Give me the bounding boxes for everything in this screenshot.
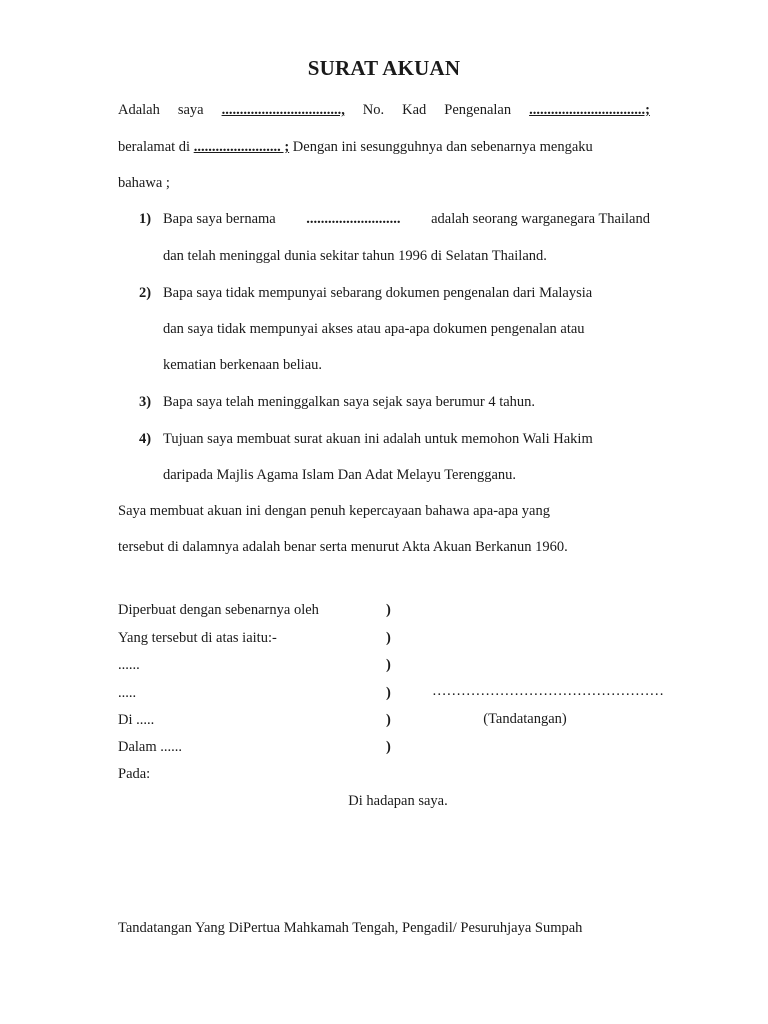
before-me-text: Di hadapan saya.	[348, 793, 448, 809]
document-title: SURAT AKUAN	[307, 56, 461, 80]
intro-line-3: bahawa ;	[118, 175, 170, 191]
intro-word: Pengenalan	[444, 102, 512, 118]
declaration-row: Yang tersebut di atas iaitu:-	[118, 630, 277, 646]
declaration-bracket: )	[386, 602, 391, 618]
declaration-bracket: )	[386, 630, 391, 646]
declaration-row: Di .....	[118, 712, 155, 728]
declaration-bracket: )	[386, 685, 391, 701]
item-2-line-2: dan saya tidak mempunyai akses atau apa-apa dokumen pengenalan atau	[163, 321, 585, 337]
declaration-row: ......	[118, 657, 140, 673]
item-2-line-3: kematian berkenaan beliau.	[163, 357, 323, 373]
item-4-line-2: daripada Majlis Agama Islam Dan Adat Melayu Terengganu.	[163, 467, 517, 483]
item-text: adalah seorang warganegara Thailand	[431, 211, 650, 227]
ic-number-blank: ................................;	[529, 102, 650, 118]
item-3-line-1: Bapa saya telah meninggalkan saya sejak saya berumur 4 tahun.	[163, 394, 536, 410]
footer-signatory: Tandatangan Yang DiPertua Mahkamah Tengah, Pengadil/ Pesuruhjaya Sumpah	[118, 920, 583, 936]
name-blank: .................................,	[221, 102, 345, 118]
declaration-row: Pada:	[118, 766, 151, 782]
declaration-row: Dalam ......	[118, 739, 183, 755]
item-4-line-1: Tujuan saya membuat surat akuan ini adalah untuk memohon Wali Hakim	[163, 431, 593, 447]
closing-line-1: Saya membuat akuan ini dengan penuh kepercayaan bahawa apa-apa yang	[118, 503, 550, 519]
intro-line-1	[118, 102, 650, 119]
intro-word: saya	[177, 102, 204, 118]
declaration-row: .....	[118, 685, 137, 701]
declaration-row: Diperbuat dengan sebenarnya oleh	[118, 602, 319, 618]
item-2-line-1: Bapa saya tidak mempunyai sebarang dokumen pengenalan dari Malaysia	[163, 285, 593, 301]
signature-label: (Tandatangan)	[483, 711, 567, 727]
intro-word: Adalah	[118, 102, 160, 118]
declaration-bracket: )	[386, 739, 391, 755]
item-number: 1)	[139, 211, 152, 227]
signature-line: …………………………………………	[432, 683, 664, 699]
intro-text: beralamat di	[118, 139, 191, 155]
item-number: 2)	[139, 285, 152, 301]
item-number: 3)	[139, 394, 152, 410]
address-blank: ........................ ;	[193, 139, 290, 155]
item-1-line-1	[163, 211, 650, 228]
closing-line-2: tersebut di dalamnya adalah benar serta menurut Akta Akuan Berkanun 1960.	[118, 539, 568, 555]
intro-text: Dengan ini sesungguhnya dan sebenarnya mengaku	[292, 139, 593, 155]
item-number: 4)	[139, 431, 152, 447]
declaration-bracket: )	[386, 712, 391, 728]
intro-word: Kad	[402, 102, 427, 118]
item-1-line-2: dan telah meninggal dunia sekitar tahun 1996 di Selatan Thailand.	[163, 248, 547, 264]
intro-line-2	[118, 139, 650, 156]
item-text: Bapa saya bernama	[163, 211, 276, 227]
father-name-blank: ..........................	[306, 211, 401, 227]
intro-word: No.	[362, 102, 385, 118]
declaration-bracket: )	[386, 657, 391, 673]
